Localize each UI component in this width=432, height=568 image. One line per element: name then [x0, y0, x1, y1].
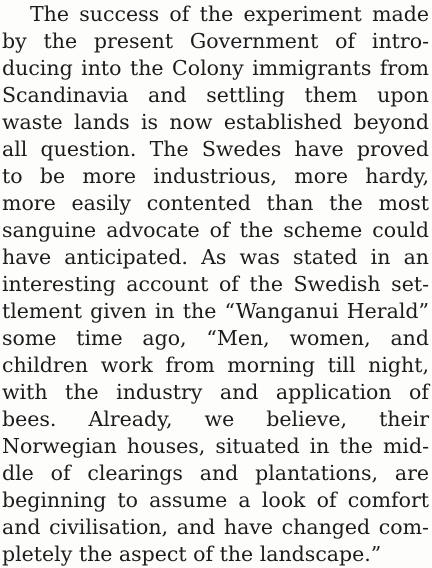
article-line: The success of the experiment made [30, 2, 429, 26]
article-line: tlement given in the “Wanganui Herald” [2, 299, 429, 323]
article-line: have anticipated. As was stated in an [2, 245, 429, 269]
article-line: with the industry and application of [2, 380, 429, 404]
article-line: pletely the aspect of the landscape.” [2, 542, 382, 566]
article-line: to be more industrious, more hardy, [2, 164, 429, 188]
article-line: dle of clearings and plantations, are [2, 461, 429, 485]
article-line: interesting account of the Swedish set- [2, 272, 429, 296]
article-line: ducing into the Colony immigrants from [2, 56, 429, 80]
article-line: and civilisation, and have changed com- [2, 515, 429, 539]
article-line: sanguine advocate of the scheme could [2, 218, 429, 242]
article-line: Scandinavia and settling them upon [2, 83, 429, 107]
article-line: beginning to assume a look of comfort [2, 488, 429, 512]
article-line: bees. Already, we believe, their [2, 407, 429, 431]
article-line: more easily contented than the most [2, 191, 429, 215]
article-line: some time ago, “Men, women, and [2, 326, 429, 350]
article-line: by the present Government of intro- [2, 29, 429, 53]
article-line: all question. The Swedes have proved [2, 137, 429, 161]
article-line: waste lands is now established beyond [2, 110, 429, 134]
article-line: Norwegian houses, situated in the mid- [2, 434, 429, 458]
article-line: children work from morning till night, [2, 353, 429, 377]
